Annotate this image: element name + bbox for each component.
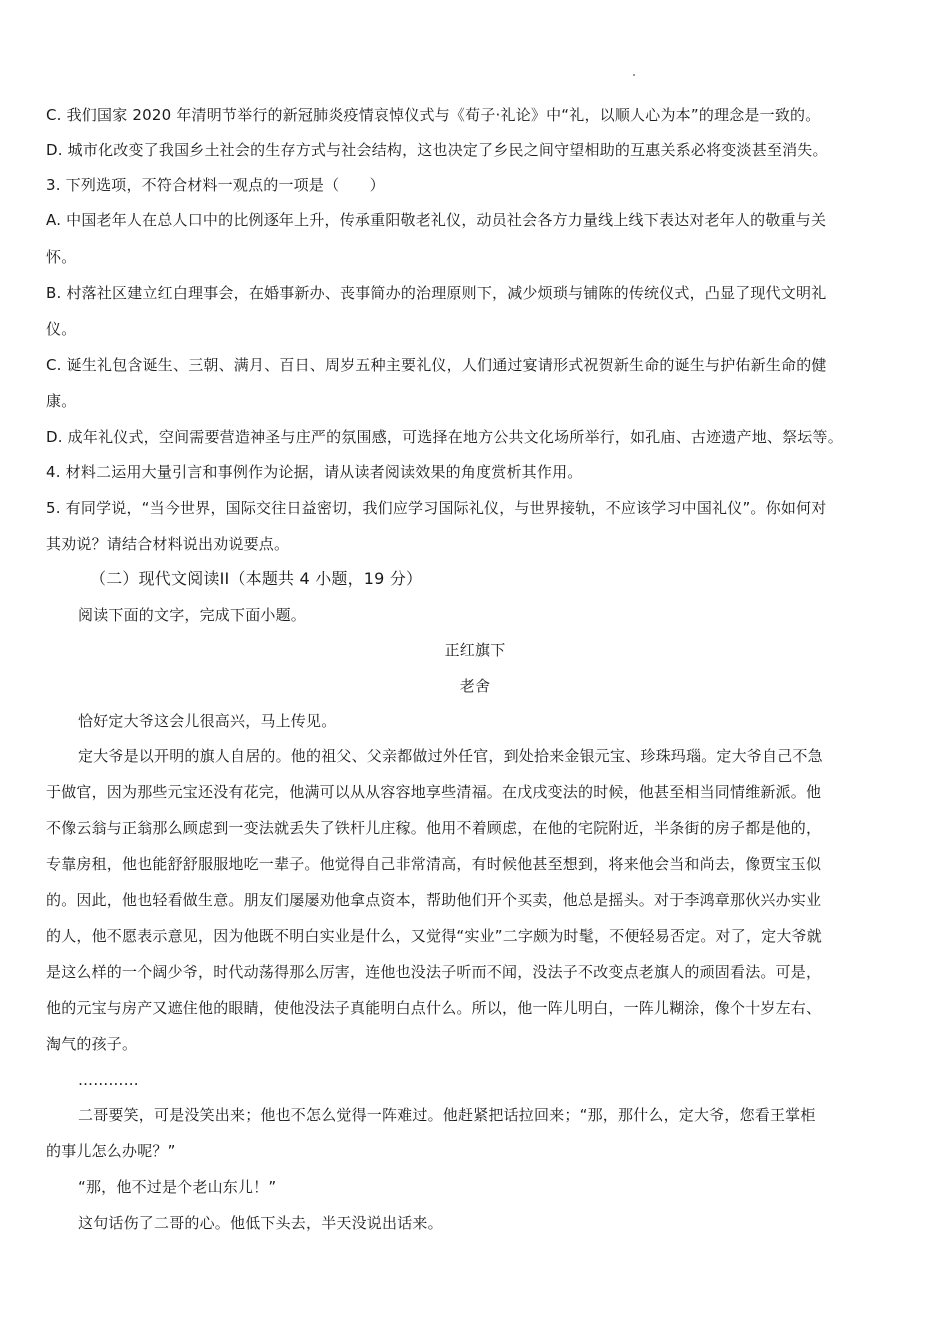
q3-option-a-cont: 怀。	[46, 248, 77, 266]
paragraph-line: 是这么样的一个阔少爷，时代动荡得那么厉害，连他也没法子听而不闻，没法子不改变点老旗人的顽固看法。可是，	[46, 963, 822, 981]
option-c-line: C. 我们国家 2020 年清明节举行的新冠肺炎疫情哀悼仪式与《荀子·礼论》中“礼，以顺人心为本”的理念是一致的。	[46, 106, 821, 124]
paragraph-line: 恰好定大爷这会儿很高兴，马上传见。	[78, 712, 337, 730]
q3-option-d: D. 成年礼仪式，空间需要营造神圣与庄严的氛围感，可选择在地方公共文化场所举行，如孔庙、古迹遗产地、祭坛等。	[46, 428, 843, 446]
paragraph-line: 淘气的孩子。	[46, 1035, 138, 1053]
paragraph-line: 二哥要笑，可是没笑出来；他也不怎么觉得一阵难过。他赶紧把话拉回来；“那，那什么，定大爷，您看王掌柜	[78, 1106, 816, 1124]
question-5: 5. 有同学说，“当今世界，国际交往日益密切，我们应学习国际礼仪，与世界接轨，不应该学习中国礼仪”。你如何对	[46, 499, 827, 517]
story-author: 老舍	[459, 677, 491, 695]
paragraph-line: 于做官，因为那些元宝还没有花完，他满可以从从容容地享些清福。在戊戌变法的时候，他甚至相当同情维新派。他	[46, 783, 822, 801]
option-d-line: D. 城市化改变了我国乡土社会的生存方式与社会结构，这也决定了乡民之间守望相助的互惠关系必将变淡甚至消失。	[46, 141, 828, 159]
paragraph-line: 的事儿怎么办呢？”	[46, 1142, 176, 1160]
q3-option-b: B. 村落社区建立红白理事会，在婚事新办、丧事简办的治理原则下，减少烦琐与铺陈的传统仪式，凸显了现代文明礼	[46, 284, 827, 302]
paragraph-line: 的。因此，他也轻看做生意。朋友们屡屡劝他拿点资本，帮助他们开个买卖，他总是摇头。对于李鸿章那伙兴办实业	[46, 891, 822, 909]
paragraph-line: 不像云翁与正翁那么顾虑到一变法就丢失了铁杆儿庄稼。他用不着顾虑，在他的宅院附近，半条街的房子都是他的，	[46, 819, 822, 837]
scan-dot	[633, 74, 635, 76]
question-4: 4. 材料二运用大量引言和事例作为论据，请从读者阅读效果的角度赏析其作用。	[46, 463, 583, 481]
instruction: 阅读下面的文字，完成下面小题。	[78, 606, 307, 624]
q3-option-c: C. 诞生礼包含诞生、三朝、满月、百日、周岁五种主要礼仪，人们通过宴请形式祝贺新生命的诞生与护佑新生命的健	[46, 356, 827, 374]
ellipsis: …………	[78, 1071, 139, 1089]
paragraph-line: 他的元宝与房产又遮住他的眼睛，使他没法子真能明白点什么。所以，他一阵儿明白，一阵儿糊涂，像个十岁左右、	[46, 999, 822, 1017]
paragraph-line: 定大爷是以开明的旗人自居的。他的祖父、父亲都做过外任官，到处拾来金银元宝、珍珠玛瑙。定大爷自己不急	[78, 747, 823, 765]
dialogue-line: “那，他不过是个老山东儿！”	[78, 1178, 277, 1196]
paragraph-line: 专靠房租，他也能舒舒服服地吃一辈子。他觉得自己非常清高，有时候他甚至想到，将来他会当和尚去，像贾宝玉似	[46, 855, 822, 873]
paragraph-line: 这句话伤了二哥的心。他低下头去，半天没说出话来。	[78, 1214, 443, 1232]
q3-option-b-cont: 仪。	[46, 320, 77, 338]
q3-option-a: A. 中国老年人在总人口中的比例逐年上升，传承重阳敬老礼仪，动员社会各方力量线上线下表达对老年人的敬重与关	[46, 211, 827, 229]
paragraph-line: 的人，他不愿表示意见，因为他既不明白实业是什么，又觉得“实业”二字颇为时髦，不便轻易否定。对了，定大爷就	[46, 927, 822, 945]
story-title: 正红旗下	[444, 641, 506, 659]
question-5-cont: 其劝说？请结合材料说出劝说要点。	[46, 535, 290, 553]
section-heading: （二）现代文阅读II（本题共 4 小题，19 分）	[90, 569, 423, 588]
q3-option-c-cont: 康。	[46, 392, 77, 410]
question-3: 3. 下列选项，不符合材料一观点的一项是（ ）	[46, 176, 385, 194]
